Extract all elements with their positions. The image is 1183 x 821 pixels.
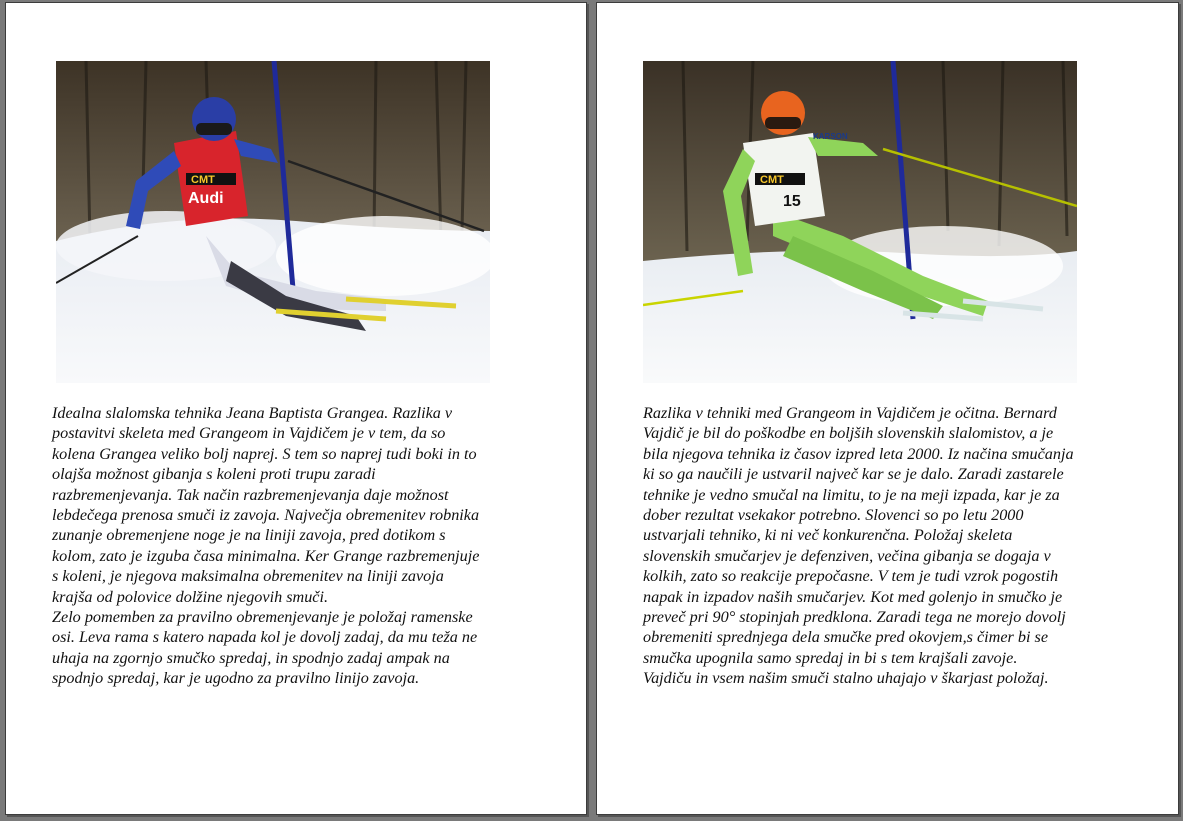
text-line: Razlika v tehniki med Grangeom in Vajdičem je očitna. Bernard bbox=[643, 404, 1057, 422]
skier-photo-vajdic bbox=[643, 61, 1077, 383]
photo-vajdic-slalom bbox=[643, 61, 1077, 383]
text-line: ki so ga naučili je ustvaril največ kar se je dalo. Zaradi zastarele bbox=[643, 465, 1064, 484]
text-line: Vajdič je bil do poškodbe en boljših slovenskih slalomistov, a je bbox=[643, 424, 1054, 443]
text-line: razbremenjevanja. Tak način razbremenjevanja daje možnost bbox=[52, 485, 449, 504]
text-line: zunanje obremenjene noge je na liniji zavoja, pred dotikom s bbox=[52, 526, 446, 545]
document-page-left bbox=[5, 2, 587, 815]
svg-text:Audi: Audi bbox=[188, 190, 224, 207]
text-line: napak in izpadov naših smučarjev. Kot med golenjo in smučko je bbox=[643, 587, 1063, 606]
skier-photo-grange bbox=[56, 61, 490, 383]
text-line: ustvarjali tehniko, ki ni več konkurenčna. Položaj skeleta bbox=[643, 526, 1013, 545]
text-line: obremeniti sprednjega dela smučke pred okovjem,s čimer bi se bbox=[643, 628, 1049, 647]
photo-grange-slalom bbox=[56, 61, 490, 383]
svg-text:15: 15 bbox=[783, 193, 801, 210]
document-page-right bbox=[596, 2, 1179, 815]
text-line: osi. Leva rama s katero napada kol je dovolj zadaj, da mu teža ne bbox=[52, 628, 478, 647]
text-line: krajša od polovice dolžine njegovih smuči. bbox=[52, 587, 329, 606]
text-line: s koleni, je njegova maksimalna obremenitev na liniji zavoja bbox=[52, 567, 444, 586]
body-text-vajdic bbox=[643, 403, 1123, 689]
svg-text:CMT: CMT bbox=[760, 174, 784, 186]
text-line: kolkih, zato so reakcije prepočasne. V tem je tudi vzrok pogostih bbox=[643, 567, 1059, 586]
text-line: preveč pri 90° stopinjah predklona. Zaradi tega ne morejo dovolj bbox=[643, 608, 1066, 627]
text-line: kolom, zato je izguba časa minimalna. Ker Grange razbremenjuje bbox=[52, 546, 480, 565]
body-text-grange bbox=[52, 403, 532, 689]
text-line: tehnike je vedno smučal na limitu, to je na meji izpada, kar je za bbox=[643, 485, 1060, 504]
text-line: kolena Grangea veliko bolj naprej. S tem so naprej tudi boki in to bbox=[52, 444, 477, 463]
text-line: postavitvi skeleta med Grangeom in Vajdičem je v tem, da so bbox=[52, 424, 446, 443]
text-line: Vajdiču in vsem našim smuči stalno uhajajo v škarjast položaj. bbox=[643, 669, 1049, 688]
text-line: Idealna slalomska tehnika Jeana Baptista Grangea. Razlika v bbox=[52, 404, 453, 422]
text-line: smučka upognila samo spredaj in bi s tem krajšali zavoje. bbox=[643, 648, 1018, 667]
text-line: lebdečega prenosa smuči iz zavoja. Največja obremenitev robnika bbox=[52, 506, 480, 525]
text-line: uhaja na zgornjo smučko spredaj, in spodnjo zadaj ampak na bbox=[52, 648, 450, 667]
text-line: olajša možnost gibanja s koleni proti trupu zaradi bbox=[52, 465, 376, 484]
text-line: bila njegova tehnika iz časov izpred leta 2000. Iz načina smučanja bbox=[643, 444, 1074, 463]
text-line: Zelo pomemben za pravilno obremenjevanje je položaj ramenske bbox=[52, 608, 473, 627]
text-line: slovenskih smučarjev je defenziven, večina gibanja se dogaja v bbox=[643, 546, 1051, 565]
svg-text:KARSON: KARSON bbox=[813, 132, 848, 141]
text-line: spodnjo spredaj, kar je ugodno za pravilno linijo zavoja. bbox=[52, 669, 420, 688]
text-line: dober rezultat vsekakor potrebno. Slovenci so po letu 2000 bbox=[643, 506, 1024, 525]
svg-text:CMT: CMT bbox=[191, 174, 215, 186]
